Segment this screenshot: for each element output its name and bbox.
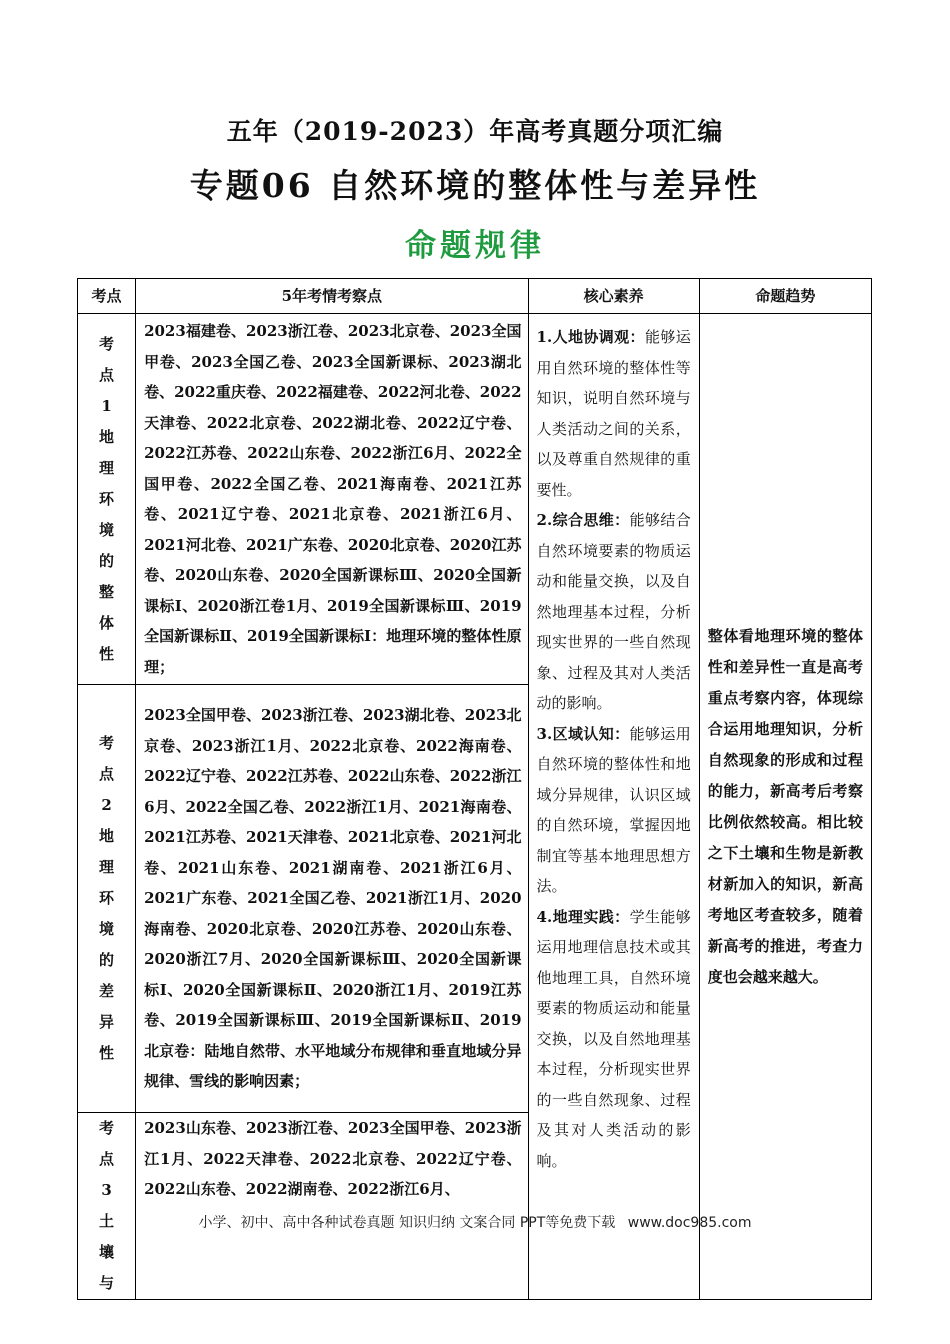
section-heading: 命题规律 — [405, 228, 545, 264]
page-footer — [0, 1212, 950, 1232]
exams-cell: 2023全国甲卷、2023浙江卷、2023湖北卷、2023北京卷、2023浙江1月、2022北京卷、2022海南卷、2022辽宁卷、2022江苏卷、2022山东卷、2022浙江6月、2022全国乙卷、2022浙江1月、2021海南卷、2021江苏卷、2021天津卷、2021北京卷、2021河北卷、2021山东卷、2021湖南卷、2021浙江6月、2021广东卷、2021全国乙卷、2021浙江1月、2020海南卷、2020北京卷、2020江苏卷、2020山东卷、2020浙江7月、2020全国新课标Ⅲ、2020全国新课标Ⅰ、2020全国新课标Ⅱ、2020浙江1月、2019江苏卷、2019全国新课标Ⅲ、2019全国新课标Ⅱ、2019北京卷：陆地自然带、水平地域分布规律和垂直地域分异规律、雪线的影响因素； — [136, 685, 528, 1113]
core-item-text: 能够运用自然环境的整体性和地域分异规律，认识区域的自然环境，掌握因地制宜等基本地理思想方法。 — [536, 724, 691, 895]
core-item-text: 学生能够运用地理信息技术或其他地理工具，自然环境要素的物质运动和能量交换，以及自然地理基本过程，分析现实世界的一些自然现象、过程及其对人类活动的影响。 — [536, 907, 691, 1170]
footer-site-link[interactable]: www.doc985.com — [627, 1215, 752, 1231]
core-item-heading: 2.综合思维： — [536, 511, 630, 529]
header-core-literacy: 核心素养 — [528, 279, 699, 314]
core-item-heading: 4.地理实践： — [536, 907, 630, 926]
core-item-text: 能够结合自然环境要素的物质运动和能量交换，以及自然地理基本过程，分析现实世界的一些自然现象、过程及其对人类活动的影响。 — [536, 511, 691, 712]
header-topic: 考点 — [78, 279, 136, 314]
core-item — [537, 322, 691, 505]
table-row — [78, 314, 872, 685]
table-header-row — [78, 279, 872, 314]
header-trend: 命题趋势 — [699, 279, 871, 314]
core-literacy-cell — [528, 314, 699, 1300]
document-title: 五年（2019-2023）年高考真题分项汇编 — [226, 117, 724, 146]
topic-cell: 考点1地理环境的整体性 — [78, 314, 136, 685]
core-item — [537, 505, 691, 719]
footer-text: 小学、初中、高中各种试卷真题 知识归纳 文案合同 PPT等免费下载 — [198, 1215, 616, 1231]
core-item-heading: 3.区域认知： — [536, 724, 630, 743]
exam-analysis-table — [77, 278, 872, 1300]
topic-title: 专题06 自然环境的整体性与差异性 — [189, 166, 761, 205]
core-item — [537, 902, 691, 1177]
core-item-text: 能够运用自然环境的整体性等知识，说明自然环境与人类活动之间的关系，以及尊重自然规律的重要性。 — [536, 328, 691, 499]
exams-cell: 2023福建卷、2023浙江卷、2023北京卷、2023全国甲卷、2023全国乙卷、2023全国新课标、2023湖北卷、2022重庆卷、2022福建卷、2022河北卷、2022天津卷、2022北京卷、2022湖北卷、2022辽宁卷、2022江苏卷、2022山东卷、2022浙江6月、2022全国甲卷、2022全国乙卷、2021海南卷、2021江苏卷、2021辽宁卷、2021北京卷、2021浙江6月、2021河北卷、2021广东卷、2020北京卷、2020江苏卷、2020山东卷、2020全国新课标Ⅲ、2020全国新课标Ⅰ、2020浙江卷1月、2019全国新课标Ⅲ、2019全国新课标Ⅱ、2019全国新课标Ⅰ：地理环境的整体性原理； — [136, 314, 528, 685]
header-exams: 5年考情考察点 — [136, 279, 528, 314]
topic-cell: 考点3土壤与 — [78, 1113, 136, 1300]
topic-cell: 考点2地理环境的差异性 — [78, 685, 136, 1113]
trend-cell: 整体看地理环境的整体性和差异性一直是高考重点考察内容，体现综合运用地理知识，分析自然现象的形成和过程的能力，新高考后考察比例依然较高。相比较之下土壤和生物是新教材新加入的知识，新高考地区考查较多，随着新高考的推进，考查力度也会越来越大。 — [699, 314, 871, 1300]
core-item — [537, 719, 691, 902]
core-item-heading: 1.人地协调观： — [536, 328, 645, 346]
exams-cell: 2023山东卷、2023浙江卷、2023全国甲卷、2023浙江1月、2022天津卷、2022北京卷、2022辽宁卷、2022山东卷、2022湖南卷、2022浙江6月、 — [136, 1113, 528, 1300]
